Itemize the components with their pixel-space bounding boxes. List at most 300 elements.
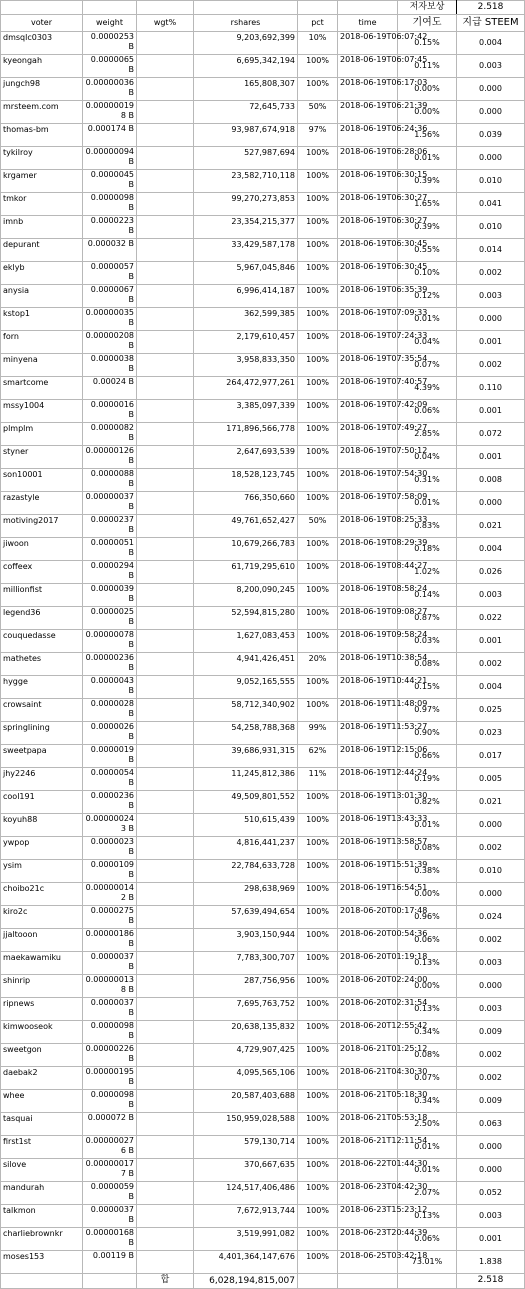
- time-cell: 2018-06-21T05:53:18: [338, 1113, 398, 1136]
- weight-cell: 0.00000226 B: [83, 1044, 137, 1067]
- wgt-pct-cell: [137, 814, 194, 837]
- pay-cell: 0.002: [457, 837, 525, 860]
- voter-cell: jhy2246: [1, 768, 83, 791]
- pct-cell: 100%: [298, 170, 338, 193]
- pct-cell: 100%: [298, 193, 338, 216]
- wgt-pct-cell: [137, 722, 194, 745]
- total-rshares: 6,028,194,815,007: [194, 1274, 298, 1289]
- contribution-cell: 0.39%: [398, 216, 457, 239]
- wgt-pct-cell: [137, 1090, 194, 1113]
- time-cell: 2018-06-19T06:30:15: [338, 170, 398, 193]
- pay-cell: 0.000: [457, 78, 525, 101]
- time-cell: 2018-06-19T10:38:54: [338, 653, 398, 676]
- voter-cell: jjaltooon: [1, 929, 83, 952]
- pay-cell: 0.022: [457, 607, 525, 630]
- pct-cell: 100%: [298, 952, 338, 975]
- contribution-cell: 0.06%: [398, 400, 457, 423]
- pay-cell: 0.072: [457, 423, 525, 446]
- time-cell: 2018-06-21T12:11:54: [338, 1136, 398, 1159]
- weight-cell: 0.00000013 8 B: [83, 975, 137, 998]
- pct-cell: 100%: [298, 538, 338, 561]
- weight-cell: 0.00024 B: [83, 377, 137, 400]
- rshares-cell: 124,517,406,486: [194, 1182, 298, 1205]
- wgt-pct-cell: [137, 1113, 194, 1136]
- wgt-pct-cell: [137, 124, 194, 147]
- contribution-cell: 1.56%: [398, 124, 457, 147]
- rshares-cell: 8,200,090,245: [194, 584, 298, 607]
- weight-cell: 0.00000168 B: [83, 1228, 137, 1251]
- pay-cell: 0.026: [457, 561, 525, 584]
- weight-cell: 0.0000038 B: [83, 354, 137, 377]
- pay-cell: 0.004: [457, 32, 525, 55]
- pct-cell: 100%: [298, 998, 338, 1021]
- rshares-cell: 23,354,215,377: [194, 216, 298, 239]
- table-row: [1, 561, 525, 584]
- table-row: [1, 975, 525, 998]
- contribution-cell: 0.01%: [398, 1136, 457, 1159]
- pay-cell: 0.003: [457, 285, 525, 308]
- pay-cell: 0.003: [457, 584, 525, 607]
- voter-cell: forn: [1, 331, 83, 354]
- time-cell: 2018-06-20T12:55:42: [338, 1021, 398, 1044]
- table-row: [1, 55, 525, 78]
- time-cell: 2018-06-19T06:17:03: [338, 78, 398, 101]
- author-reward-label: 저자보상: [398, 1, 457, 15]
- pay-cell: 0.001: [457, 1228, 525, 1251]
- time-cell: 2018-06-21T04:30:30: [338, 1067, 398, 1090]
- pay-cell: 0.001: [457, 630, 525, 653]
- voter-cell: whee: [1, 1090, 83, 1113]
- voter-cell: tykilroy: [1, 147, 83, 170]
- contribution-cell: 0.13%: [398, 1205, 457, 1228]
- voter-cell: kstop1: [1, 308, 83, 331]
- voter-cell: cool191: [1, 791, 83, 814]
- rshares-cell: 165,808,307: [194, 78, 298, 101]
- wgt-pct-cell: [137, 906, 194, 929]
- table-row: [1, 515, 525, 538]
- table-row: [1, 1090, 525, 1113]
- pct-cell: 100%: [298, 906, 338, 929]
- wgt-pct-cell: [137, 515, 194, 538]
- time-cell: 2018-06-19T09:08:27: [338, 607, 398, 630]
- voter-cell: tasquai: [1, 1113, 83, 1136]
- weight-cell: 0.0000082 B: [83, 423, 137, 446]
- table-row: [1, 331, 525, 354]
- weight-cell: 0.0000026 B: [83, 722, 137, 745]
- pay-cell: 0.005: [457, 768, 525, 791]
- pct-cell: 100%: [298, 55, 338, 78]
- rshares-cell: 52,594,815,280: [194, 607, 298, 630]
- pct-cell: 100%: [298, 1251, 338, 1274]
- voter-cell: styner: [1, 446, 83, 469]
- rshares-cell: 4,095,565,106: [194, 1067, 298, 1090]
- rshares-cell: 4,816,441,237: [194, 837, 298, 860]
- wgt-pct-cell: [137, 952, 194, 975]
- weight-cell: 0.00000186 B: [83, 929, 137, 952]
- pay-cell: 0.002: [457, 1044, 525, 1067]
- voter-cell: krgamer: [1, 170, 83, 193]
- pct-cell: 100%: [298, 791, 338, 814]
- pct-cell: 100%: [298, 929, 338, 952]
- wgt-pct-cell: [137, 1159, 194, 1182]
- rshares-cell: 3,519,991,082: [194, 1228, 298, 1251]
- contribution-cell: 0.82%: [398, 791, 457, 814]
- pct-cell: 100%: [298, 354, 338, 377]
- rshares-cell: 6,996,414,187: [194, 285, 298, 308]
- rshares-cell: 7,695,763,752: [194, 998, 298, 1021]
- time-cell: 2018-06-25T03:42:18: [338, 1251, 398, 1274]
- weight-cell: 0.0000065 B: [83, 55, 137, 78]
- wgt-pct-cell: [137, 101, 194, 124]
- rshares-cell: 11,245,812,386: [194, 768, 298, 791]
- voter-cell: depurant: [1, 239, 83, 262]
- contribution-cell: 0.18%: [398, 538, 457, 561]
- wgt-pct-cell: [137, 285, 194, 308]
- pct-cell: 100%: [298, 469, 338, 492]
- pct-cell: 100%: [298, 331, 338, 354]
- pct-cell: 100%: [298, 1159, 338, 1182]
- wgt-pct-cell: [137, 147, 194, 170]
- wgt-pct-cell: [137, 492, 194, 515]
- wgt-pct-cell: [137, 998, 194, 1021]
- time-cell: 2018-06-20T02:31:54: [338, 998, 398, 1021]
- pct-cell: 100%: [298, 1021, 338, 1044]
- voter-cell: thomas-bm: [1, 124, 83, 147]
- wgt-pct-cell: [137, 561, 194, 584]
- rshares-cell: 99,270,273,853: [194, 193, 298, 216]
- time-cell: 2018-06-20T00:17:48: [338, 906, 398, 929]
- time-cell: 2018-06-19T07:42:09: [338, 400, 398, 423]
- pct-cell: 100%: [298, 630, 338, 653]
- wgt-pct-cell: [137, 699, 194, 722]
- wgt-pct-cell: [137, 331, 194, 354]
- rshares-cell: 4,729,907,425: [194, 1044, 298, 1067]
- pct-cell: 100%: [298, 423, 338, 446]
- rshares-cell: 22,784,633,728: [194, 860, 298, 883]
- weight-cell: 0.00000126 B: [83, 446, 137, 469]
- weight-cell: 0.00000195 B: [83, 1067, 137, 1090]
- rshares-cell: 298,638,969: [194, 883, 298, 906]
- voter-cell: moses153: [1, 1251, 83, 1274]
- col-pct: pct: [298, 15, 338, 32]
- time-cell: 2018-06-19T07:40:57: [338, 377, 398, 400]
- weight-cell: 0.0000109 B: [83, 860, 137, 883]
- pct-cell: 100%: [298, 262, 338, 285]
- rshares-cell: 2,647,693,539: [194, 446, 298, 469]
- rshares-cell: 766,350,660: [194, 492, 298, 515]
- weight-cell: 0.0000059 B: [83, 1182, 137, 1205]
- table-row: [1, 492, 525, 515]
- contribution-cell: 0.08%: [398, 837, 457, 860]
- table-row: [1, 653, 525, 676]
- pay-cell: 0.003: [457, 998, 525, 1021]
- voter-cell: razastyle: [1, 492, 83, 515]
- pct-cell: 97%: [298, 124, 338, 147]
- table-row: [1, 860, 525, 883]
- weight-cell: 0.0000098 B: [83, 193, 137, 216]
- rshares-cell: 54,258,788,368: [194, 722, 298, 745]
- contribution-cell: 1.65%: [398, 193, 457, 216]
- table-row: [1, 1113, 525, 1136]
- wgt-pct-cell: [137, 193, 194, 216]
- pay-cell: 0.010: [457, 860, 525, 883]
- rshares-cell: 9,052,165,555: [194, 676, 298, 699]
- weight-cell: 0.0000223 B: [83, 216, 137, 239]
- table-row: [1, 170, 525, 193]
- voter-cell: motiving2017: [1, 515, 83, 538]
- pay-cell: 0.002: [457, 1067, 525, 1090]
- wgt-pct-cell: [137, 768, 194, 791]
- voter-cell: kimwooseok: [1, 1021, 83, 1044]
- weight-cell: 0.00000037 B: [83, 492, 137, 515]
- voter-cell: mathetes: [1, 653, 83, 676]
- empty-cell: [1, 1274, 83, 1289]
- table-row: [1, 1251, 525, 1274]
- pct-cell: 11%: [298, 768, 338, 791]
- pay-cell: 0.002: [457, 262, 525, 285]
- rshares-cell: 5,967,045,846: [194, 262, 298, 285]
- table-row: [1, 538, 525, 561]
- weight-cell: 0.0000019 B: [83, 745, 137, 768]
- time-cell: 2018-06-19T07:50:12: [338, 446, 398, 469]
- table-row: [1, 308, 525, 331]
- voter-cell: shinrip: [1, 975, 83, 998]
- voter-cell: coffeex: [1, 561, 83, 584]
- voter-cell: minyena: [1, 354, 83, 377]
- contribution-cell: 0.31%: [398, 469, 457, 492]
- pay-cell: 0.000: [457, 883, 525, 906]
- voter-cell: charliebrownkr: [1, 1228, 83, 1251]
- table-row: [1, 101, 525, 124]
- pay-cell: 0.008: [457, 469, 525, 492]
- weight-cell: 0.00000036 B: [83, 78, 137, 101]
- voter-cell: tmkor: [1, 193, 83, 216]
- pay-cell: 0.000: [457, 101, 525, 124]
- voter-cell: jungch98: [1, 78, 83, 101]
- pct-cell: 100%: [298, 446, 338, 469]
- col-rshares: rshares: [194, 15, 298, 32]
- voter-cell: legend36: [1, 607, 83, 630]
- weight-cell: 0.0000045 B: [83, 170, 137, 193]
- time-cell: 2018-06-23T20:44:39: [338, 1228, 398, 1251]
- table-row: [1, 1182, 525, 1205]
- contribution-cell: 0.14%: [398, 584, 457, 607]
- wgt-pct-cell: [137, 469, 194, 492]
- contribution-cell: 0.00%: [398, 78, 457, 101]
- time-cell: 2018-06-19T11:48:09: [338, 699, 398, 722]
- weight-cell: 0.00000208 B: [83, 331, 137, 354]
- total-pay: 2.518: [457, 1274, 525, 1289]
- time-cell: 2018-06-19T15:51:39: [338, 860, 398, 883]
- table-row: [1, 124, 525, 147]
- table-row: [1, 32, 525, 55]
- rshares-cell: 7,672,913,744: [194, 1205, 298, 1228]
- table-row: [1, 814, 525, 837]
- pay-cell: 1.838: [457, 1251, 525, 1274]
- weight-cell: 0.0000253 B: [83, 32, 137, 55]
- time-cell: 2018-06-19T07:49:27: [338, 423, 398, 446]
- table-row: [1, 193, 525, 216]
- weight-cell: 0.0000051 B: [83, 538, 137, 561]
- voter-cell: imnb: [1, 216, 83, 239]
- pay-cell: 0.002: [457, 929, 525, 952]
- time-cell: 2018-06-19T08:44:27: [338, 561, 398, 584]
- weight-cell: 0.0000037 B: [83, 952, 137, 975]
- pct-cell: 50%: [298, 515, 338, 538]
- rshares-cell: 18,528,123,745: [194, 469, 298, 492]
- weight-cell: 0.0000294 B: [83, 561, 137, 584]
- rshares-cell: 58,712,340,902: [194, 699, 298, 722]
- empty-cell: [398, 1274, 457, 1289]
- table-row: [1, 285, 525, 308]
- contribution-cell: 0.38%: [398, 860, 457, 883]
- weight-cell: 0.0000016 B: [83, 400, 137, 423]
- wgt-pct-cell: [137, 538, 194, 561]
- pay-cell: 0.010: [457, 170, 525, 193]
- rshares-cell: 20,587,403,688: [194, 1090, 298, 1113]
- wgt-pct-cell: [137, 837, 194, 860]
- empty-cell: [338, 1274, 398, 1289]
- contribution-cell: 0.06%: [398, 929, 457, 952]
- pay-cell: 0.023: [457, 722, 525, 745]
- rshares-cell: 61,719,295,610: [194, 561, 298, 584]
- pay-cell: 0.009: [457, 1021, 525, 1044]
- contribution-cell: 0.19%: [398, 768, 457, 791]
- contribution-cell: 0.00%: [398, 883, 457, 906]
- weight-cell: 0.0000037 B: [83, 1205, 137, 1228]
- contribution-cell: 0.00%: [398, 975, 457, 998]
- time-cell: 2018-06-19T12:15:06: [338, 745, 398, 768]
- contribution-cell: 0.13%: [398, 998, 457, 1021]
- time-cell: 2018-06-19T07:09:33: [338, 308, 398, 331]
- pay-cell: 0.039: [457, 124, 525, 147]
- author-reward-row: [1, 1, 525, 15]
- rshares-cell: 362,599,385: [194, 308, 298, 331]
- wgt-pct-cell: [137, 78, 194, 101]
- pay-cell: 0.000: [457, 308, 525, 331]
- time-cell: 2018-06-19T06:24:36: [338, 124, 398, 147]
- pct-cell: 100%: [298, 883, 338, 906]
- voter-cell: sweetgon: [1, 1044, 83, 1067]
- rshares-cell: 150,959,028,588: [194, 1113, 298, 1136]
- contribution-cell: 0.03%: [398, 630, 457, 653]
- rshares-cell: 264,472,977,261: [194, 377, 298, 400]
- pay-cell: 0.002: [457, 653, 525, 676]
- rshares-cell: 49,761,652,427: [194, 515, 298, 538]
- pct-cell: 100%: [298, 584, 338, 607]
- time-cell: 2018-06-19T13:58:57: [338, 837, 398, 860]
- table-row: [1, 883, 525, 906]
- pct-cell: 100%: [298, 492, 338, 515]
- voter-cell: choibo21c: [1, 883, 83, 906]
- contribution-cell: 0.07%: [398, 354, 457, 377]
- pay-cell: 0.001: [457, 331, 525, 354]
- contribution-cell: 2.07%: [398, 1182, 457, 1205]
- contribution-cell: 0.06%: [398, 1228, 457, 1251]
- rshares-cell: 4,941,426,451: [194, 653, 298, 676]
- contribution-cell: 0.01%: [398, 147, 457, 170]
- time-cell: 2018-06-19T11:53:27: [338, 722, 398, 745]
- contribution-cell: 0.11%: [398, 55, 457, 78]
- wgt-pct-cell: [137, 1251, 194, 1274]
- contribution-cell: 0.01%: [398, 308, 457, 331]
- total-label: 합: [137, 1274, 194, 1289]
- wgt-pct-cell: [137, 584, 194, 607]
- weight-cell: 0.0000054 B: [83, 768, 137, 791]
- pay-cell: 0.041: [457, 193, 525, 216]
- total-row: [1, 1274, 525, 1289]
- pct-cell: 100%: [298, 814, 338, 837]
- table-row: [1, 745, 525, 768]
- pct-cell: 100%: [298, 308, 338, 331]
- contribution-cell: 1.02%: [398, 561, 457, 584]
- contribution-cell: 0.12%: [398, 285, 457, 308]
- pct-cell: 100%: [298, 1044, 338, 1067]
- pct-cell: 100%: [298, 285, 338, 308]
- rshares-cell: 2,179,610,457: [194, 331, 298, 354]
- weight-cell: 0.00000236 B: [83, 653, 137, 676]
- time-cell: 2018-06-19T16:54:51: [338, 883, 398, 906]
- rshares-cell: 23,582,710,118: [194, 170, 298, 193]
- pay-cell: 0.004: [457, 538, 525, 561]
- pct-cell: 100%: [298, 607, 338, 630]
- time-cell: 2018-06-23T04:42:30: [338, 1182, 398, 1205]
- time-cell: 2018-06-19T07:24:33: [338, 331, 398, 354]
- voter-cell: mssy1004: [1, 400, 83, 423]
- voter-cell: son10001: [1, 469, 83, 492]
- pay-cell: 0.004: [457, 676, 525, 699]
- time-cell: 2018-06-23T15:23:12: [338, 1205, 398, 1228]
- time-cell: 2018-06-19T08:25:33: [338, 515, 398, 538]
- contribution-cell: 0.08%: [398, 1044, 457, 1067]
- wgt-pct-cell: [137, 630, 194, 653]
- wgt-pct-cell: [137, 216, 194, 239]
- contribution-cell: 0.01%: [398, 1159, 457, 1182]
- pct-cell: 20%: [298, 653, 338, 676]
- rshares-cell: 579,130,714: [194, 1136, 298, 1159]
- pct-cell: 100%: [298, 676, 338, 699]
- col-pay-steem: 지급 STEEM: [457, 15, 525, 32]
- pay-cell: 0.014: [457, 239, 525, 262]
- table-row: [1, 676, 525, 699]
- table-row: [1, 1136, 525, 1159]
- table-row: [1, 722, 525, 745]
- weight-cell: 0.0000067 B: [83, 285, 137, 308]
- voter-cell: dmsqlc0303: [1, 32, 83, 55]
- contribution-cell: 0.07%: [398, 1067, 457, 1090]
- time-cell: 2018-06-19T10:44:21: [338, 676, 398, 699]
- time-cell: 2018-06-19T12:44:24: [338, 768, 398, 791]
- voter-cell: couquedasse: [1, 630, 83, 653]
- weight-cell: 0.00000024 3 B: [83, 814, 137, 837]
- pay-cell: 0.000: [457, 492, 525, 515]
- table-row: [1, 423, 525, 446]
- pay-cell: 0.003: [457, 55, 525, 78]
- time-cell: 2018-06-19T07:58:09: [338, 492, 398, 515]
- time-cell: 2018-06-20T00:54:36: [338, 929, 398, 952]
- contribution-cell: 4.39%: [398, 377, 457, 400]
- wgt-pct-cell: [137, 929, 194, 952]
- rshares-cell: 39,686,931,315: [194, 745, 298, 768]
- wgt-pct-cell: [137, 239, 194, 262]
- contribution-cell: 0.66%: [398, 745, 457, 768]
- pct-cell: 100%: [298, 860, 338, 883]
- time-cell: 2018-06-21T01:25:12: [338, 1044, 398, 1067]
- time-cell: 2018-06-19T06:30:45: [338, 262, 398, 285]
- weight-cell: 0.00000017 7 B: [83, 1159, 137, 1182]
- pct-cell: 100%: [298, 400, 338, 423]
- wgt-pct-cell: [137, 423, 194, 446]
